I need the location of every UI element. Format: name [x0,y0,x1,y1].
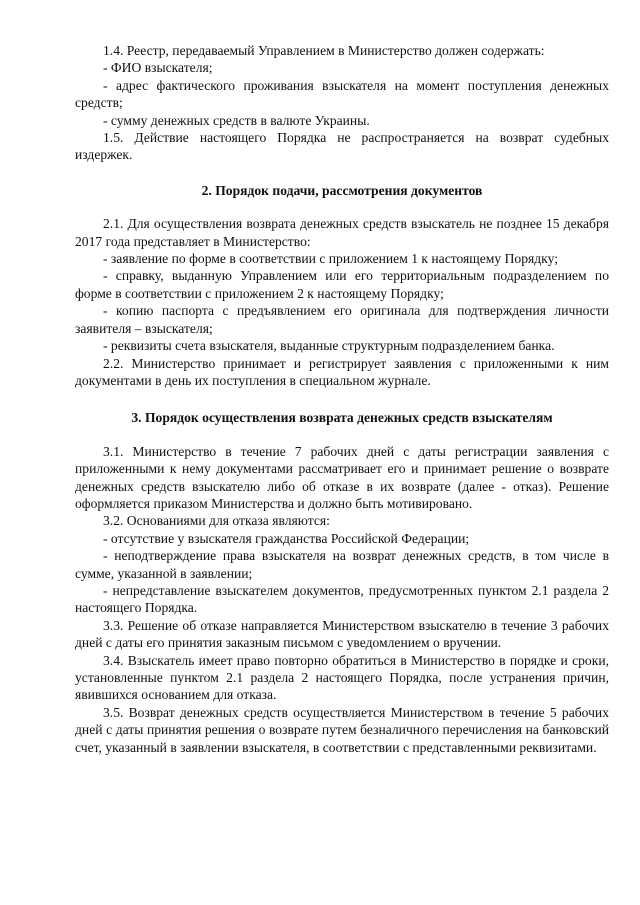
list-item: - адрес фактического проживания взыскателя на момент поступления денежных средств; [75,77,609,111]
paragraph-1-5: 1.5. Действие настоящего Порядка не распространяется на возврат судебных издержек. [75,130,609,163]
list-item: - отсутствие у взыскателя гражданства Российской Федерации; [103,530,470,546]
list-item: - неподтверждение права взыскателя на возврат денежных средств, в том числе в сумме, указанной в заявлении; [75,548,609,581]
list-item: - справку, выданную Управлением или его территориальным подразделением по форме в соответствии с приложением 2 к настоящему Порядку; [75,268,609,301]
paragraph-2-1: 2.1. Для осуществления возврата денежных средств взыскатель не позднее 15 декабря 2017 года представляет в Министерство: [75,216,609,249]
list-item: - сумму денежных средств в валюте Украины. [103,112,370,128]
list-item: - реквизиты счета взыскателя, выданные структурным подразделением банка. [103,338,555,354]
list-item: - непредставление взыскателем документов, предусмотренных пунктом 2.1 раздела 2 настоящего Порядка. [75,582,609,616]
paragraph-3-4: 3.4. Взыскатель имеет право повторно обратиться в Министерство в порядке и сроки, установленные пунктом 2.1 раздела 2 настоящего Порядка, после устранения причин, явившихся основанием для отказа. [75,652,609,703]
paragraph-3-1: 3.1. Министерство в течение 7 рабочих дней с даты регистрации заявления с приложенными к нему документами рассматривает его и принимает решение о возврате денежных средств взыскателю либо об отказе в их возврате (далее - отказ). Решение оформляется приказом Министерства и должно быть мотивировано. [75,443,609,511]
document-page [75,42,609,756]
section-2-heading: 2. Порядок подачи, рассмотрения документов [201,182,483,198]
list-item: - заявление по форме в соответствии с приложением 1 к настоящему Порядку; [103,251,558,267]
paragraph-2-2: 2.2. Министерство принимает и регистрирует заявления с приложенными к ним документами в день их поступления в специальном журнале. [75,355,609,388]
section-3-heading: 3. Порядок осуществления возврата денежных средств взыскателям [131,410,553,426]
paragraph-3-3: 3.3. Решение об отказе направляется Министерством взыскателю в течение 3 рабочих дней с даты его принятия заказным письмом с уведомлением о вручении. [75,617,609,651]
paragraph-1-4: 1.4. Реестр, передаваемый Управлением в Министерство должен содержать: [103,43,545,58]
paragraph-3-2: 3.2. Основаниями для отказа являются: [103,513,330,529]
paragraph-3-5: 3.5. Возврат денежных средств осуществляется Министерством в течение 5 рабочих дней с даты принятия решения о возврате путем безналичного перечисления на банковский счет, указанный в заявлении взыскателя, в соответствии с представленными реквизитами. [75,704,609,755]
list-item: - копию паспорта с предъявлением его оригинала для подтверждения личности заявителя – взыскателя; [75,303,609,336]
list-item: - ФИО взыскателя; [103,60,213,76]
